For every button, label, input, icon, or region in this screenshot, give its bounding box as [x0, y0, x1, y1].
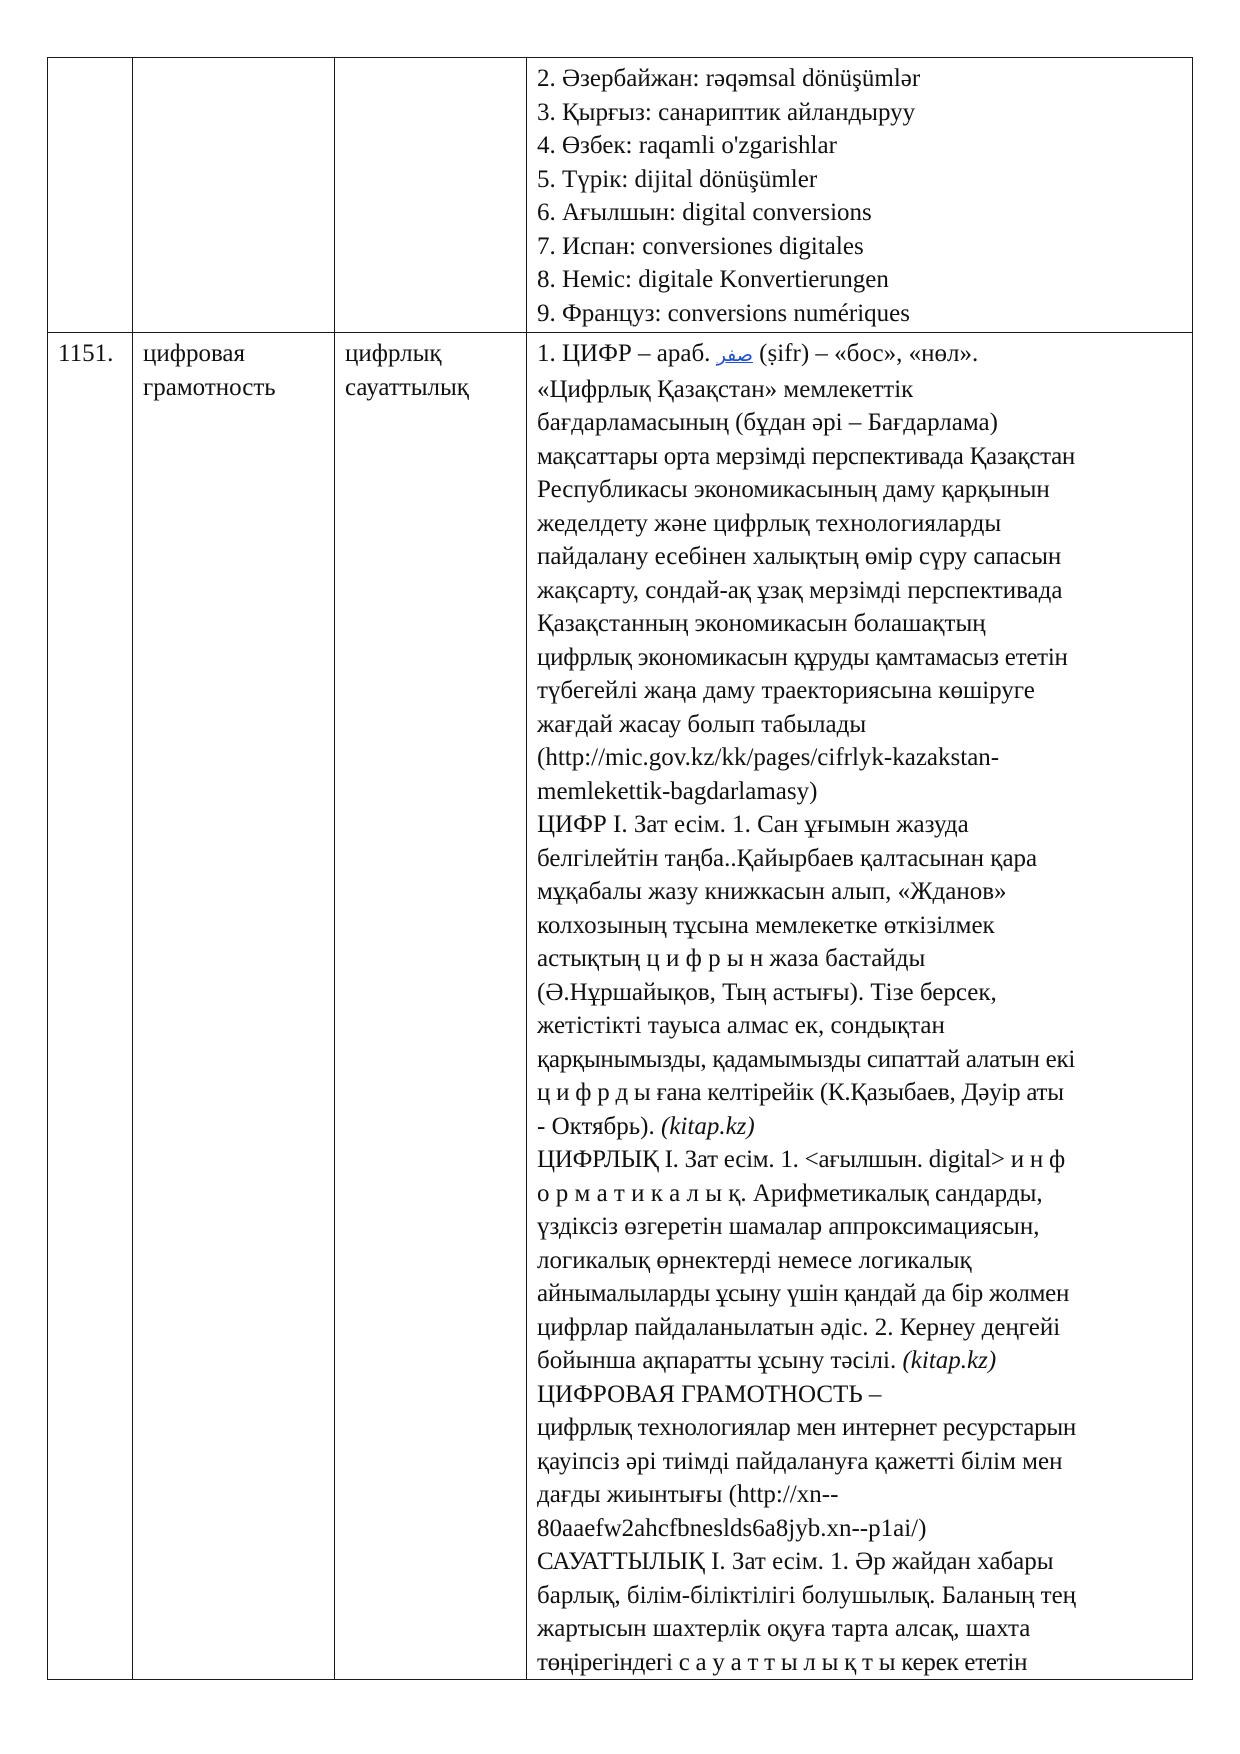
definition-first-line [537, 337, 1182, 373]
definition-line: түбегейлі жаңа даму траекториясына көшіруге [537, 677, 1035, 704]
translation-line: 9. Француз: conversions numériques [537, 299, 910, 327]
source-label: (kitap.kz) [902, 1347, 997, 1374]
definition-line: ЦИФРОВАЯ ГРАМОТНОСТЬ – [537, 1380, 882, 1408]
definition-line: пайдалану есебінен халықтың өмір сүру сапасын [537, 543, 1062, 570]
translation-line: 6. Ағылшын: digital conversions [537, 199, 872, 226]
term-ru-cell [133, 58, 335, 333]
definition-line: (Ә.Нұршайықов, Тың астығы). Тізе берсек, [537, 978, 997, 1006]
definition-line: (http://mic.gov.kz/kk/pages/cifrlyk-kazakstan- [537, 744, 1000, 771]
definition-line: астықтың ц и ф р ы н жаза бастайды [537, 945, 926, 972]
definition-line: колхозының тұсына мемлекетке өткізілмек [537, 911, 995, 939]
definition-line: ц и ф р д ы ғана келтірейік (К.Қазыбаев, Дәуір аты [537, 1079, 1064, 1106]
term-ru: цифровая грамотность [133, 333, 335, 1680]
definition-text: бойынша ақпаратты ұсыну тәсілі. [537, 1347, 903, 1374]
definition-line: 80aaefw2ahcfbneslds6a8jyb.xn--p1ai/) [537, 1514, 927, 1542]
source-label: (kitap.kz) [661, 1112, 755, 1140]
definition-line: САУАТТЫЛЫҚ І. Зат есім. 1. Әр жайдан хабары [537, 1548, 1054, 1575]
definition-line: жақсарту, сондай-ақ ұзақ мерзімді перспективада [537, 576, 1063, 604]
term-kk: цифрлық сауаттылық [335, 333, 527, 1680]
definition-line [537, 1110, 1182, 1144]
table-row [48, 333, 1193, 1680]
translation-line: 3. Қырғыз: санариптик айландыруу [537, 98, 916, 126]
definition-line [537, 1344, 1182, 1378]
definition-text: - Октябрь). [537, 1112, 661, 1140]
number-cell [48, 58, 133, 333]
definition-line: белгілейтін таңба..Қайырбаев қалтасынан қара [537, 844, 1038, 872]
definition-line: «Цифрлық Қазақстан» мемлекеттік [537, 375, 914, 403]
definition-line: логикалық өрнектерді немесе логикалық [537, 1246, 972, 1274]
definition-line: қауіпсіз әрі тиімді пайдалануға қажетті білім мен [537, 1447, 1063, 1475]
definition-line: жеделдету және цифрлық технологияларды [537, 509, 1002, 537]
definition-line: memlekettik-bagdarlamasy) [537, 777, 818, 805]
translation-line: 7. Испан: conversiones digitales [537, 232, 864, 260]
definition-line: о р м а т и к а л ы қ. Арифметикалық сандарды, [537, 1179, 1043, 1207]
translation-line: 4. Өзбек: raqamli o'zgarishlar [537, 132, 837, 159]
definition-line: ЦИФР І. Зат есім. 1. Сан ұғымын жазуда [537, 811, 969, 838]
definition-line: жағдай жасау болып табылады [537, 710, 867, 738]
definition-line: барлық, білім-біліктілігі болушылық. Баланың тең [537, 1581, 1077, 1609]
definition-line: дағды жиынтығы (http://xn-- [537, 1481, 839, 1508]
definition-line: бағдарламасының (бұдан әрі – Бағдарлама) [537, 409, 998, 436]
term-kk-cell [335, 58, 527, 333]
definition-line: цифрлық экономикасын құруды қамтамасыз ететін [537, 643, 1068, 671]
arabic-word-link[interactable]: صفر [716, 344, 753, 366]
translations-cell [527, 58, 1193, 333]
translation-line: 5. Түрік: dijital dönüşümler [537, 165, 818, 193]
dictionary-table [47, 57, 1193, 1680]
table-row [48, 58, 1193, 333]
definition-line: мұқабалы жазу книжкасын алып, «Жданов» [537, 878, 1007, 905]
definition-line: төңірегіндегі с а у а т т ы л ы қ т ы керек ететін [537, 1648, 1028, 1676]
definition-line: Қазақстанның экономикасын болашақтың [537, 610, 986, 637]
etymology-prefix: 1. ЦИФР – араб. [537, 340, 717, 367]
definition-line: айнымалыларды ұсыну үшін қандай да бір жолмен [537, 1280, 1070, 1307]
translation-line: 2. Әзербайжан: rəqəmsal dönüşümlər [537, 65, 921, 92]
entry-number: 1151. [48, 333, 133, 1680]
definition-line: жартысын шахтерлік оқуға тарта алсақ, шахта [537, 1615, 1031, 1642]
etymology-suffix: (ṣifr) – «бос», «нөл». [752, 340, 979, 367]
definition-line: жетістікті тауыса алмас ек, сондықтан [537, 1012, 945, 1039]
definition-line: үздіксіз өзгеретін шамалар аппроксимациясын, [537, 1213, 1040, 1240]
definition-line: қарқынымызды, қадамымызды сипаттай алатын екі [537, 1045, 1076, 1073]
definition-line: мақсаттары орта мерзімді перспективада Қазақстан [537, 442, 1076, 470]
translation-line: 8. Неміс: digitale Konvertierungen [537, 266, 889, 293]
definition-cell [527, 333, 1193, 1680]
definition-line: Республикасы экономикасының даму қарқынын [537, 476, 1050, 503]
definition-line: ЦИФРЛЫҚ І. Зат есім. 1. <ағылшын. digital> и н ф [537, 1146, 1065, 1173]
definition-line: цифрлық технологиялар мен интернет ресурстарын [537, 1414, 1077, 1441]
definition-line: цифрлар пайдаланылатын әдіс. 2. Кернеу деңгейі [537, 1313, 1061, 1341]
